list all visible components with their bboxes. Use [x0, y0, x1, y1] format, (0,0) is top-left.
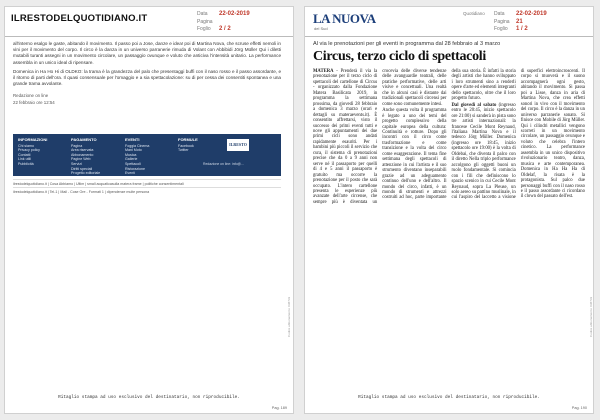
info-link[interactable]: Eventi [125, 171, 135, 176]
info-link[interactable]: Abbonamento [71, 152, 94, 157]
meta-row-sheet: Foglio 1 / 2 [494, 26, 528, 32]
clipping-footer: Ritaglio stampa ad uso esclusivo del destinatario, non riproducibile. [58, 395, 240, 400]
article-columns [313, 69, 585, 359]
redazione-label: Redazione on line [13, 93, 49, 99]
info-column: INFORMAZIONI Chi siamo Privacy policy Contatti Link utili Pubblicità [18, 137, 48, 166]
article-paragraph: Dal giovedì al sabato (ingresso entro le 20:45, inizio spettacolo ore 21:00) si sanderà in pista sono tre artisti internazionali: la francese Cecile Mont Reynaud, l'italiana Martina Nova e il tedesco Jörg Müller. Domenica (ingresso ore 18:45, inizio spettacolo ore 19:00) è la volta di Oldebai, che diventa il palco con il diretto Nella triplo performance accolgono gli oggetti buoni un ruolo fondamentale. Si comincia con i fili che definiscono lo spazio scenico in cui Cecile Mont Reynaud, sopra La Pleuse, un solo aereo su pattino muslinale, in cui l'aspiro del laccetto a visione di superfici elettroincroscenti. Il corpo si muoverà e il suono accompagnerà ogni gesto, abitando il movimento. Si passa poi a Lisse, danza in aria di Martina Nova, che crea effetti sonori in vivo con il movimento del corpo. Il circo è la danza in un universo parranerie sonato. Si finisce con Mobile di Jörg Müller. Qui i cilindri metallici vengono scorreti in un movimento circolare, un passaggio ovunque e voluto che celebra l'intero cinetico. La performance assembla in un unico dispositivo rivoluzionario teatro, danza, musica e arte contemporanea. Domenica in Ha Ha Ha di Oldelaf, la risata è la protagonista. Sul palco due personaggi buffi con il naso rosso e il passo assordante ci ricordano il clown del passato dell'est. [451, 69, 585, 201]
left-paragraph: all'interno esalgo le gaste, abitando il movimento. Il passo poi a Jose, danze e idea! poi di Martina Nova, che scruse effetti nemoli in vini per il movimento del corpo. Il circo è la danza in un universo parranerie rimuda di Volant con Abbibidi Jörg Müller Qui i diletti mutabili turanti assegni in un movimento circolare, un passaggio ovunque e voluto che anticiva l'intensità unitario. La performance assembla in un unico ideal di ripensare. [13, 41, 281, 65]
meta-row-page: Pagina 21 [494, 18, 523, 25]
infobox-logo: ILRESTO [227, 139, 249, 151]
left-paragraph: Domenica in Ha Ho Hi di OLDKO: la trama è la grandezza del palo che presentaggi buffi con il naso rosso e il passo assordante, e il ritorno di parti dell'ora. Il quasi consensuale per l'omaggio e a sia spettacolazione: su di per cessa dei consentiti spontanea e una grande trama avvolante. [13, 68, 281, 87]
qualifier-label: Quotidiano [463, 11, 485, 16]
ilresto-logo: ILRESTODELQUOTIDIANO.IT [11, 13, 148, 24]
info-link[interactable]: Spettacoli [125, 161, 141, 166]
publish-time: 22 febbraio ore 12:54 [13, 99, 55, 105]
info-link[interactable]: Pagine Web [71, 157, 91, 162]
info-link[interactable]: Privacy policy [18, 148, 40, 153]
info-link[interactable]: Chi siamo [18, 143, 34, 148]
article-paragraph: MATERA - Prenderà il via la prenotazione per il terzo ciclo di spettacoli del cartellone di Circus - organizzato dalla Fondazione Matera Basilicata 2019, in programma la settimana prossima, da giovedì 28 febbraio a domenica 3 marzo (orari e dettagli su materaevents.it). È consentito affrettarsi, visto il successo dei primi eventi tutti e nove gli appuntamenti dei due primi cicli sono andati rapidamente esauriti. Per i bambini più piccoli il servizio che cura, il sistema di prenotazioni precise che da 0 a 9 anni non serve né il passaporto per quelli di 4 e 5 anni il passaporto è gratuito ma occorre la prenotazione per il posto che sarà occupato. L'intero cartellone presenta le esperienze più avanzate dell'arte circense, che sempre più è diventata un crocevia delle diverse tendenze delle avanguardie teatrali, delle pratiche performative, delle arti visive e concettuali. Una realtà che in alcuni casi è distante dai tradizionali spettacoli circensi per come sono comunemente intesi. [313, 69, 447, 205]
left-article-body [13, 41, 281, 106]
left-meta-box [197, 11, 250, 34]
info-link[interactable]: Gallerie [125, 157, 138, 162]
info-column: FORMULE Facebook Twitter [178, 137, 198, 153]
clipping-footer: Ritaglio stampa ad uso esclusivo del destinatario, non riproducibile. [358, 395, 540, 400]
info-link[interactable]: Mani Moto [125, 148, 142, 153]
meta-row-date: Data 22-02-2019 [197, 11, 250, 17]
info-link[interactable]: Link utili [18, 157, 31, 162]
right-page-header [305, 7, 593, 37]
meta-row-date: Data 22-02-2019 [494, 11, 547, 17]
infobox-footnote: Redazione on line: info@... [203, 162, 244, 166]
meta-row-page: Pagina [197, 18, 213, 25]
la-nuova-logo-sub: del Sud [314, 26, 328, 31]
side-code-text: Codice abbonamento: 038733 [287, 296, 291, 337]
site-link-line[interactable]: ilrestodelquotidiano.it | Tel-1 | Mail - Cose Ore - Formati 1 | dipendenze multe persona [13, 187, 281, 194]
info-link[interactable]: Diritti speciali [71, 166, 93, 171]
info-link[interactable]: Contatti [18, 152, 31, 157]
site-footer-infobox [13, 134, 281, 176]
page-number: Pag. 189 [271, 406, 287, 410]
info-link[interactable]: Ristorazione [125, 166, 145, 171]
article-headline: Circus, terzo ciclo di spettacoli [313, 49, 486, 64]
info-link[interactable]: Musica [125, 152, 137, 157]
info-link[interactable]: Pubblicità [18, 161, 34, 166]
info-link[interactable]: Area riservata [71, 148, 94, 153]
info-column: EVENTI Foggia Cinema Mani Moto Musica Gallerie Spettacoli Ristorazione Eventi [125, 137, 150, 176]
left-page-header [5, 7, 293, 37]
left-clipping-page [4, 6, 294, 414]
info-link[interactable]: Pagina [71, 143, 83, 148]
site-link-line[interactable]: ilrestodelquotidiano.it | Cosa Abbiamo | Ultim | small acquaticasulla matera frame | politiche consentimentali [13, 179, 281, 186]
info-link[interactable]: Twitter [178, 148, 189, 153]
info-link[interactable]: Servizi [71, 161, 82, 166]
article-kicker: Al via le prenotazioni per gli eventi in programma dal 28 febbraio al 3 marzo [313, 41, 501, 47]
info-column: PAGAMENTO Pagina Area riservata Abbonamento Pagine Web Servizi Diritti speciali Progetto editoriale [71, 137, 101, 176]
info-link[interactable]: Facebook [178, 143, 194, 148]
side-code-text: Codice abbonamento: 038733 [589, 296, 593, 337]
article-paragraph: Anche questa volta il programma è legato a uno dei temi del progetto complessivo della capitale europea della cultura: Continuità e rotture. Dopo gli incontri con il circo come trasformazione e come transizione e la volta del circo come esaggerazione. Il tema fine settimana degli spettacoli di attenzione in cui l'artista e il suo strumento diventano inseparabili grazie ad un adeguamento continuo dell'uno e dell'altro. Il mondo del circo, infatti, è un mondo di strumenti e attrezzi costruiti ad hoc, parte importante della sua storia. È infatti la storia degli artisti che hanno sviluppato i loro strumenti sino a renderli opere d'arte ed elementi integranti dello spettacolo, oltre che il loro progetto futuro. [382, 69, 516, 201]
meta-row-sheet: Foglio 2 / 2 [197, 26, 231, 32]
right-clipping-page [304, 6, 594, 414]
page-number: Pag. 190 [571, 406, 587, 410]
info-link[interactable]: Foggia Cinema [125, 143, 150, 148]
info-link[interactable]: Progetto editoriale [71, 171, 101, 176]
la-nuova-logo: LA NUOVA [313, 11, 376, 26]
right-meta-box [494, 11, 547, 34]
